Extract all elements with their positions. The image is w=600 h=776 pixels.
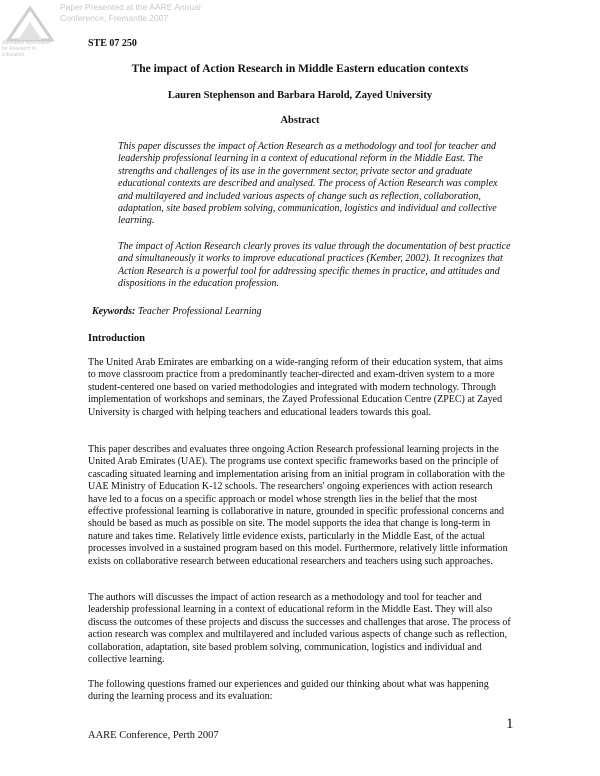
page-footer: AARE Conference, Perth 2007 bbox=[88, 730, 219, 741]
paper-authors: Lauren Stephenson and Barbara Harold, Zayed University bbox=[167, 90, 433, 101]
watermark-line-2: Conference, Fremantle 2007 bbox=[60, 13, 169, 23]
paper-code: STE 07 250 bbox=[88, 38, 137, 49]
paper-title: The impact of Action Research in Middle Eastern education contexts bbox=[131, 63, 469, 75]
keywords-value: Teacher Professional Learning bbox=[137, 306, 262, 317]
intro-paragraph-4: The following questions framed our experiences and guided our thinking about what was happening during the learning process and its evaluation: bbox=[88, 679, 489, 703]
watermark-text bbox=[60, 2, 201, 24]
intro-paragraph-1: The United Arab Emirates are embarking on a wide-ranging reform of their education system, that aims to move classroom practice from a predominantly teacher-directed and exam-driven system to a more student-centered one based on varied methodologies and integrated with modern technology. Through implementation of workshops and seminars, the Zayed Professional Education Centre (ZPEC) at Zayed University is charged with helping teachers and educational leaders towards this goal. bbox=[88, 357, 503, 418]
abstract-paragraph-1: This paper discusses the impact of Action Research as a methodology and tool for teacher and leadership professional learning in a context of educational reform in the Middle East. The strengths and challenges of its use in the government sector, private sector and graduate educational contexts are described and analysed. The process of Action Research was complex and multilayered and included various aspects of change such as reflection, collaboration, adaptation, site based problem solving, communication, logistics and individual and collective learning. bbox=[118, 141, 498, 227]
keywords-line bbox=[92, 306, 262, 317]
intro-paragraph-3: The authors will discusses the impact of action research as a methodology and tool for teacher and leadership professional learning in a context of educational reform in the Middle East. They will also discuss the outcomes of these projects and discuss the successes and challenges that arose. The process of action research was complex and multilayered and included various aspects of change such as reflection, collaboration, adaptation, site based problem solving, communication, logistics and individual and collective learning. bbox=[88, 592, 511, 666]
aare-logo-icon bbox=[4, 4, 56, 44]
abstract-paragraph-2: The impact of Action Research clearly proves its value through the documentation of best practice and simultaneously it works to improve educational practices (Kember, 2002). It recognizes that Action Research is a powerful tool for addressing specific themes in practice, and attitudes and dispositions in the education profession. bbox=[118, 241, 511, 290]
keywords-label: Keywords: bbox=[92, 306, 136, 317]
introduction-heading: Introduction bbox=[88, 333, 145, 344]
logo-caption: Australian Association for Research in Education bbox=[2, 40, 51, 58]
abstract-heading: Abstract bbox=[280, 115, 320, 126]
intro-paragraph-2: This paper describes and evaluates three ongoing Action Research professional learning projects in the United Arab Emirates (UAE). The programs use context specific frameworks based on the principle of cascading situated learning and implementation arising from an initial program in collaboration with the UAE Ministry of Education K-12 schools. The researchers' ongoing experiences with action research have led to a focus on a specific approach or model whose strength lies in the belief that the most effective professional learning is collaborative in nature, grounded in specific professional concerns and should be based as much as possible on site. The model supports the idea that change is long-term in nature and takes time. Relatively little evidence exists, particularly in the Middle East, of the actual processes involved in a sustained program based on this model. Furthermore, relatively little information exists on collaborative research between educational researchers and teachers using such approaches. bbox=[88, 444, 508, 567]
page-number: 1 bbox=[506, 716, 514, 732]
watermark-line-1: Paper Presented at the AARE Annual bbox=[60, 2, 201, 12]
